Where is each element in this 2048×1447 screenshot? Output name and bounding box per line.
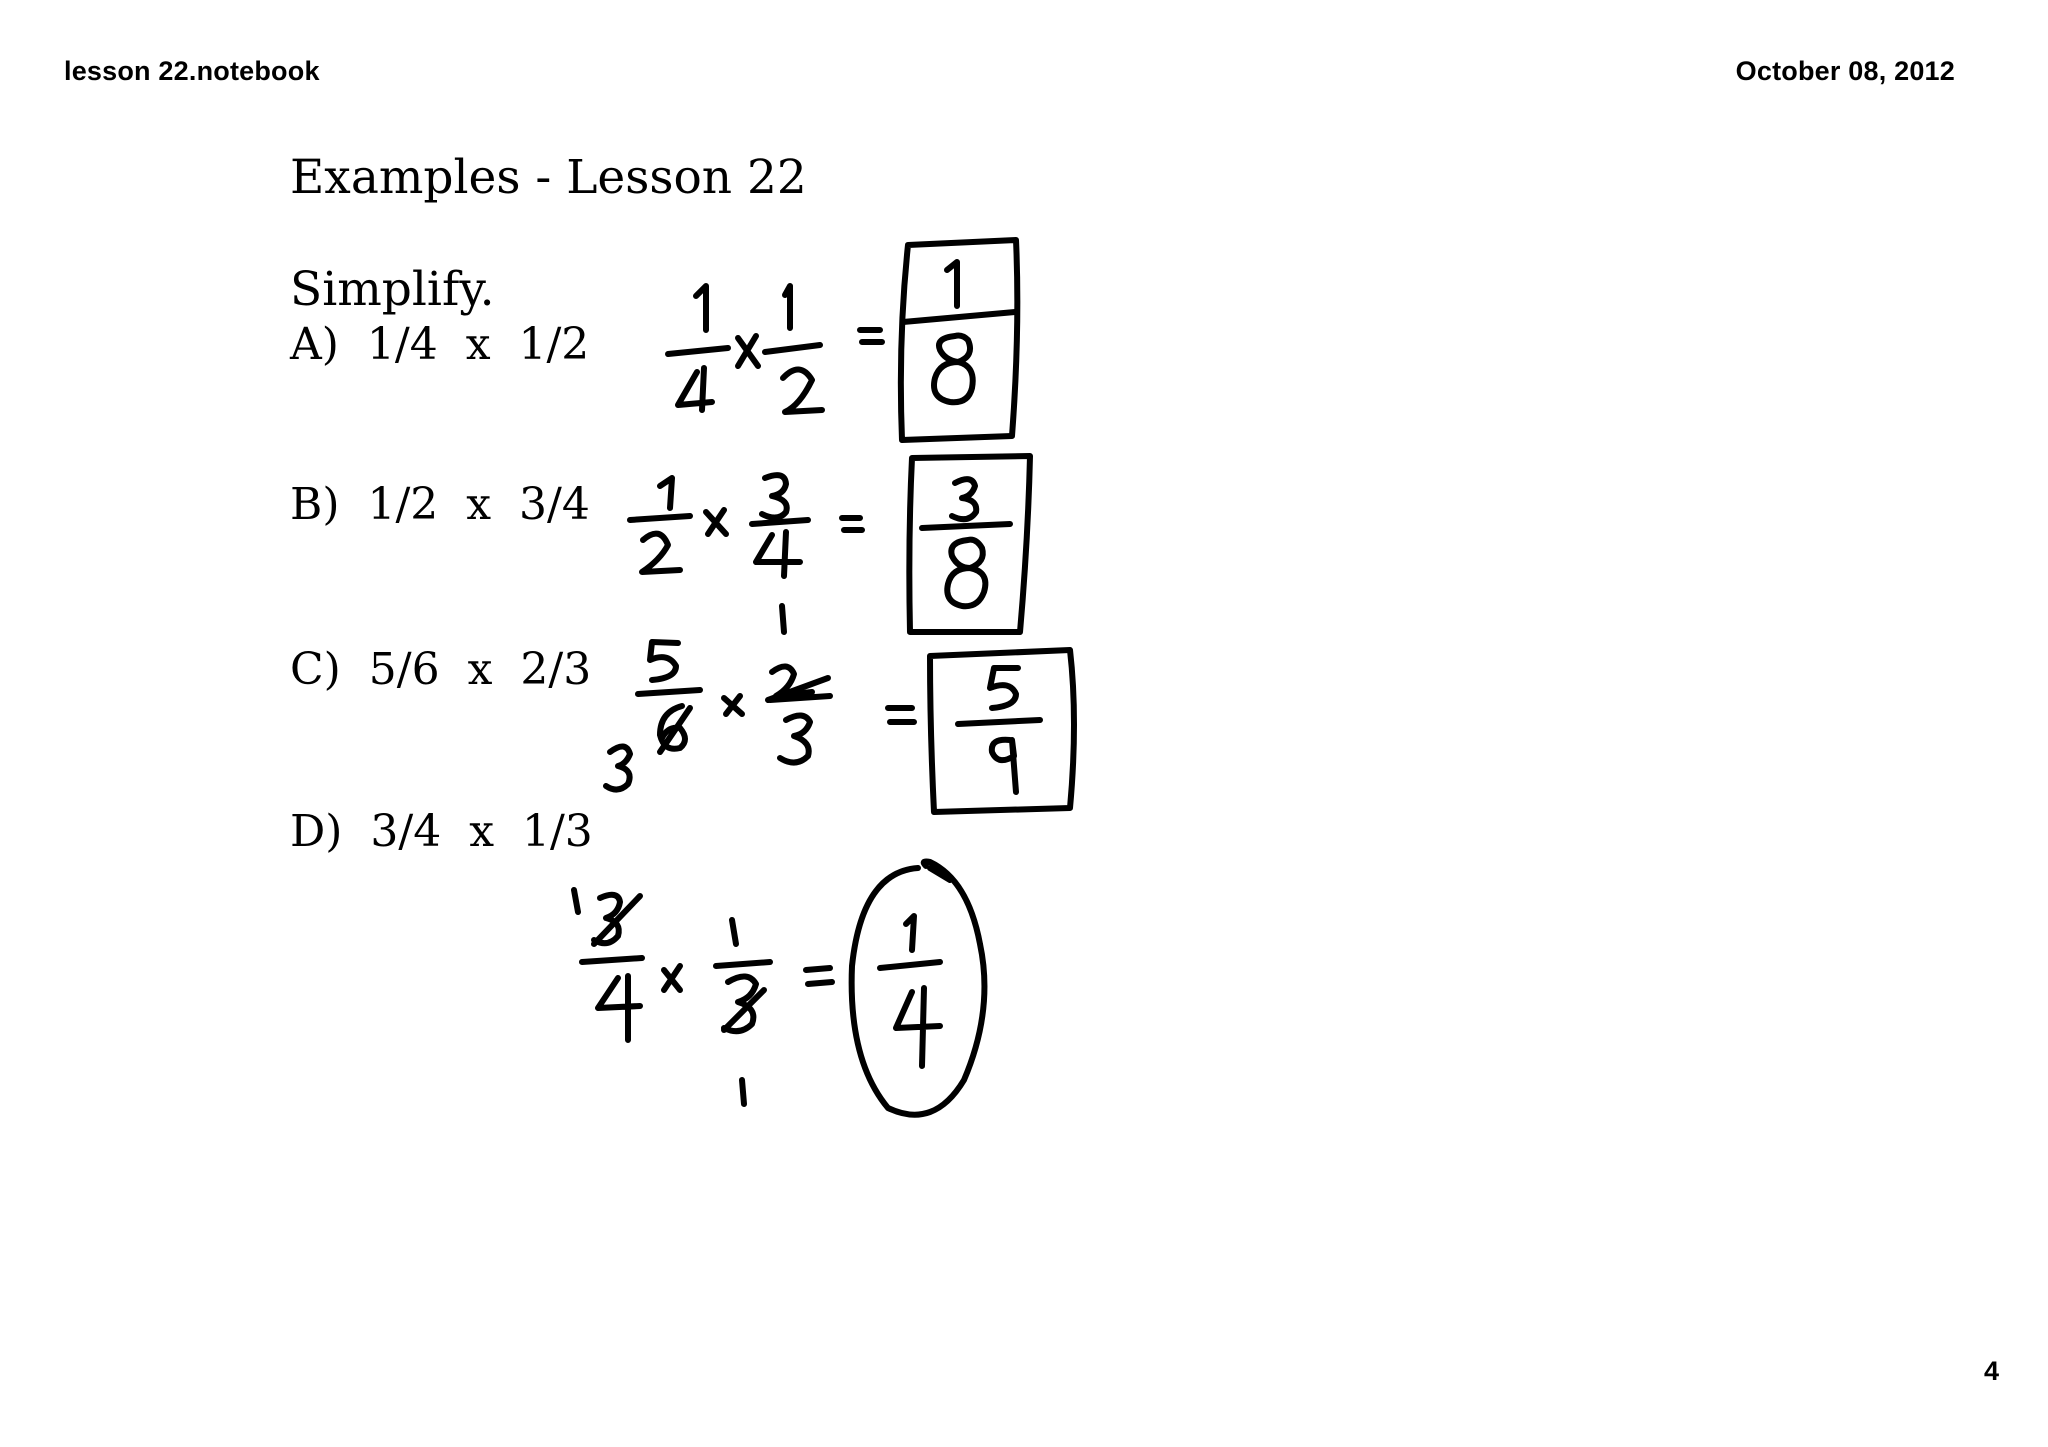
notebook-date: October 08, 2012: [1735, 56, 1955, 86]
page-title: Examples - Lesson 22: [290, 150, 807, 205]
problem-a: A) 1/4 x 1/2: [290, 319, 590, 370]
problem-d: D) 3/4 x 1/3: [290, 806, 593, 857]
instruction-text: Simplify.: [290, 262, 495, 317]
handwritten-work-b: [630, 456, 1030, 632]
handwritten-work-d: [574, 862, 984, 1115]
notebook-filename: lesson 22.notebook: [64, 56, 320, 86]
problem-b: B) 1/2 x 3/4: [290, 479, 590, 530]
problem-c: C) 5/6 x 2/3: [290, 644, 592, 695]
handwritten-work-a: [668, 240, 1017, 440]
handwritten-work-c: [606, 606, 1074, 812]
page-number: 4: [1983, 1356, 1999, 1386]
